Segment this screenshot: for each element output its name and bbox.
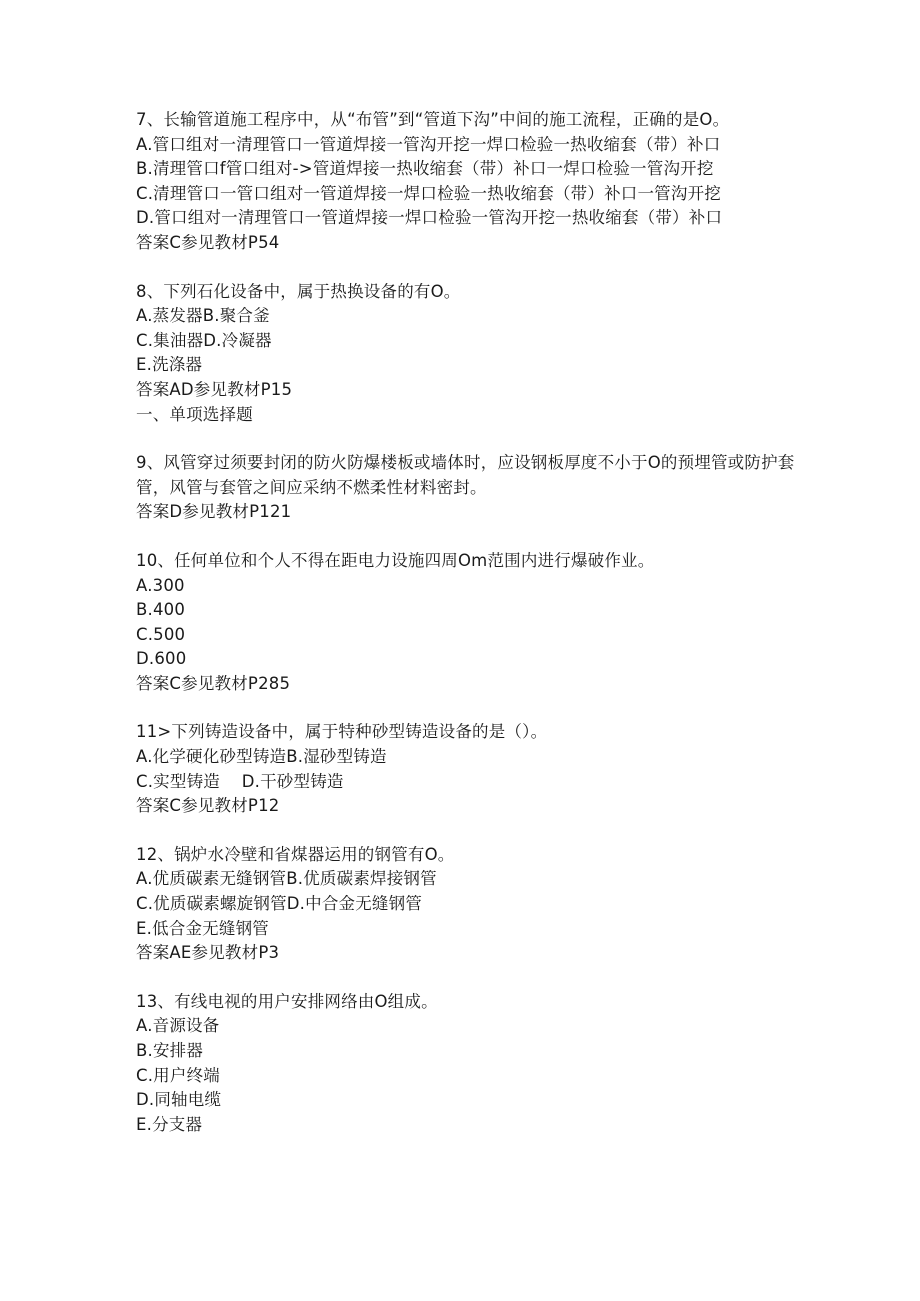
answer-line: 答案C参见教材P285 (136, 673, 291, 693)
option-b: B.安排器 (136, 1041, 204, 1060)
spacer (136, 696, 796, 720)
option-a: A.音源设备 (136, 1016, 220, 1036)
question-9 (136, 451, 796, 525)
option-c: C.用户终端 (136, 1065, 220, 1085)
question-stem: 11>下列铸造设备中，属于特种砂型铸造设备的是（）。 (136, 722, 548, 742)
question-11 (136, 720, 796, 818)
spacer (136, 966, 796, 990)
question-7 (136, 108, 796, 256)
answer-line: 答案AD参见教材P15 (136, 379, 293, 399)
answer-line: 答案AE参见教材P3 (136, 943, 280, 963)
option-a: A.管口组对一清理管口一管道焊接一管沟开挖一焊口检验一热收缩套（带）补口 (136, 134, 721, 154)
section-heading: 一、单项选择题 (136, 404, 253, 424)
option-c: C.清理管口一管口组对一管道焊接一焊口检验一热收缩套（带）补口一管沟开挖 (136, 183, 721, 203)
answer-line: 答案C参见教材P12 (136, 796, 280, 816)
option-e: E.洗涤器 (136, 355, 203, 375)
option-a: A.300 (136, 575, 185, 595)
question-stem: 10、任何单位和个人不得在距电力设施四周Om范围内进行爆破作业。 (136, 550, 655, 570)
options-ab: A.蒸发器B.聚合釜 (136, 306, 270, 326)
question-8 (136, 280, 796, 428)
spacer (136, 427, 796, 451)
options-cd: C.集油器D.冷凝器 (136, 330, 272, 350)
options-cd: C.优质碳素螺旋钢管D.中合金无缝钢管 (136, 894, 423, 914)
question-stem: 7、长输管道施工程序中，从“布管”到“管道下沟”中间的施工流程，正确的是O。 (136, 110, 730, 129)
option-e: E.分支器 (136, 1114, 203, 1134)
spacer (136, 525, 796, 549)
options-ab: A.优质碳素无缝钢管B.优质碳素焊接钢管 (136, 869, 437, 889)
option-d: D.同轴电缆 (136, 1090, 222, 1110)
option-e: E.低合金无缝钢管 (136, 918, 269, 938)
options-cd: C.实型铸造 D.干砂型铸造 (136, 771, 344, 791)
question-13 (136, 990, 796, 1138)
option-c: C.500 (136, 624, 186, 644)
answer-line: 答案D参见教材P121 (136, 502, 292, 522)
question-stem: 9、风管穿过须要封闭的防火防爆楼板或墙体时，应设钢板厚度不小于O的预埋管或防护套管，风管与套管之间应采纳不燃柔性材料密封。 (136, 453, 795, 497)
question-stem: 8、下列石化设备中，属于热换设备的有O。 (136, 281, 461, 301)
spacer (136, 819, 796, 843)
question-stem: 12、锅炉水冷壁和省煤器运用的钢管有O。 (136, 844, 455, 864)
spacer (136, 256, 796, 280)
option-d: D.600 (136, 649, 187, 669)
options-ab: A.化学硬化砂型铸造B.湿砂型铸造 (136, 747, 387, 767)
answer-line: 答案C参见教材P54 (136, 232, 280, 252)
question-stem: 13、有线电视的用户安排网络由O组成。 (136, 991, 438, 1011)
option-b: B.400 (136, 600, 186, 620)
question-12 (136, 843, 796, 966)
option-d: D.管口组对一清理管口一管道焊接一焊口检验一管沟开挖一热收缩套（带）补口 (136, 208, 723, 228)
question-10 (136, 549, 796, 697)
document-page (136, 108, 796, 1137)
option-b: B.清理管口f管口组对->管道焊接一热收缩套（带）补口一焊口检验一管沟开挖 (136, 159, 714, 179)
